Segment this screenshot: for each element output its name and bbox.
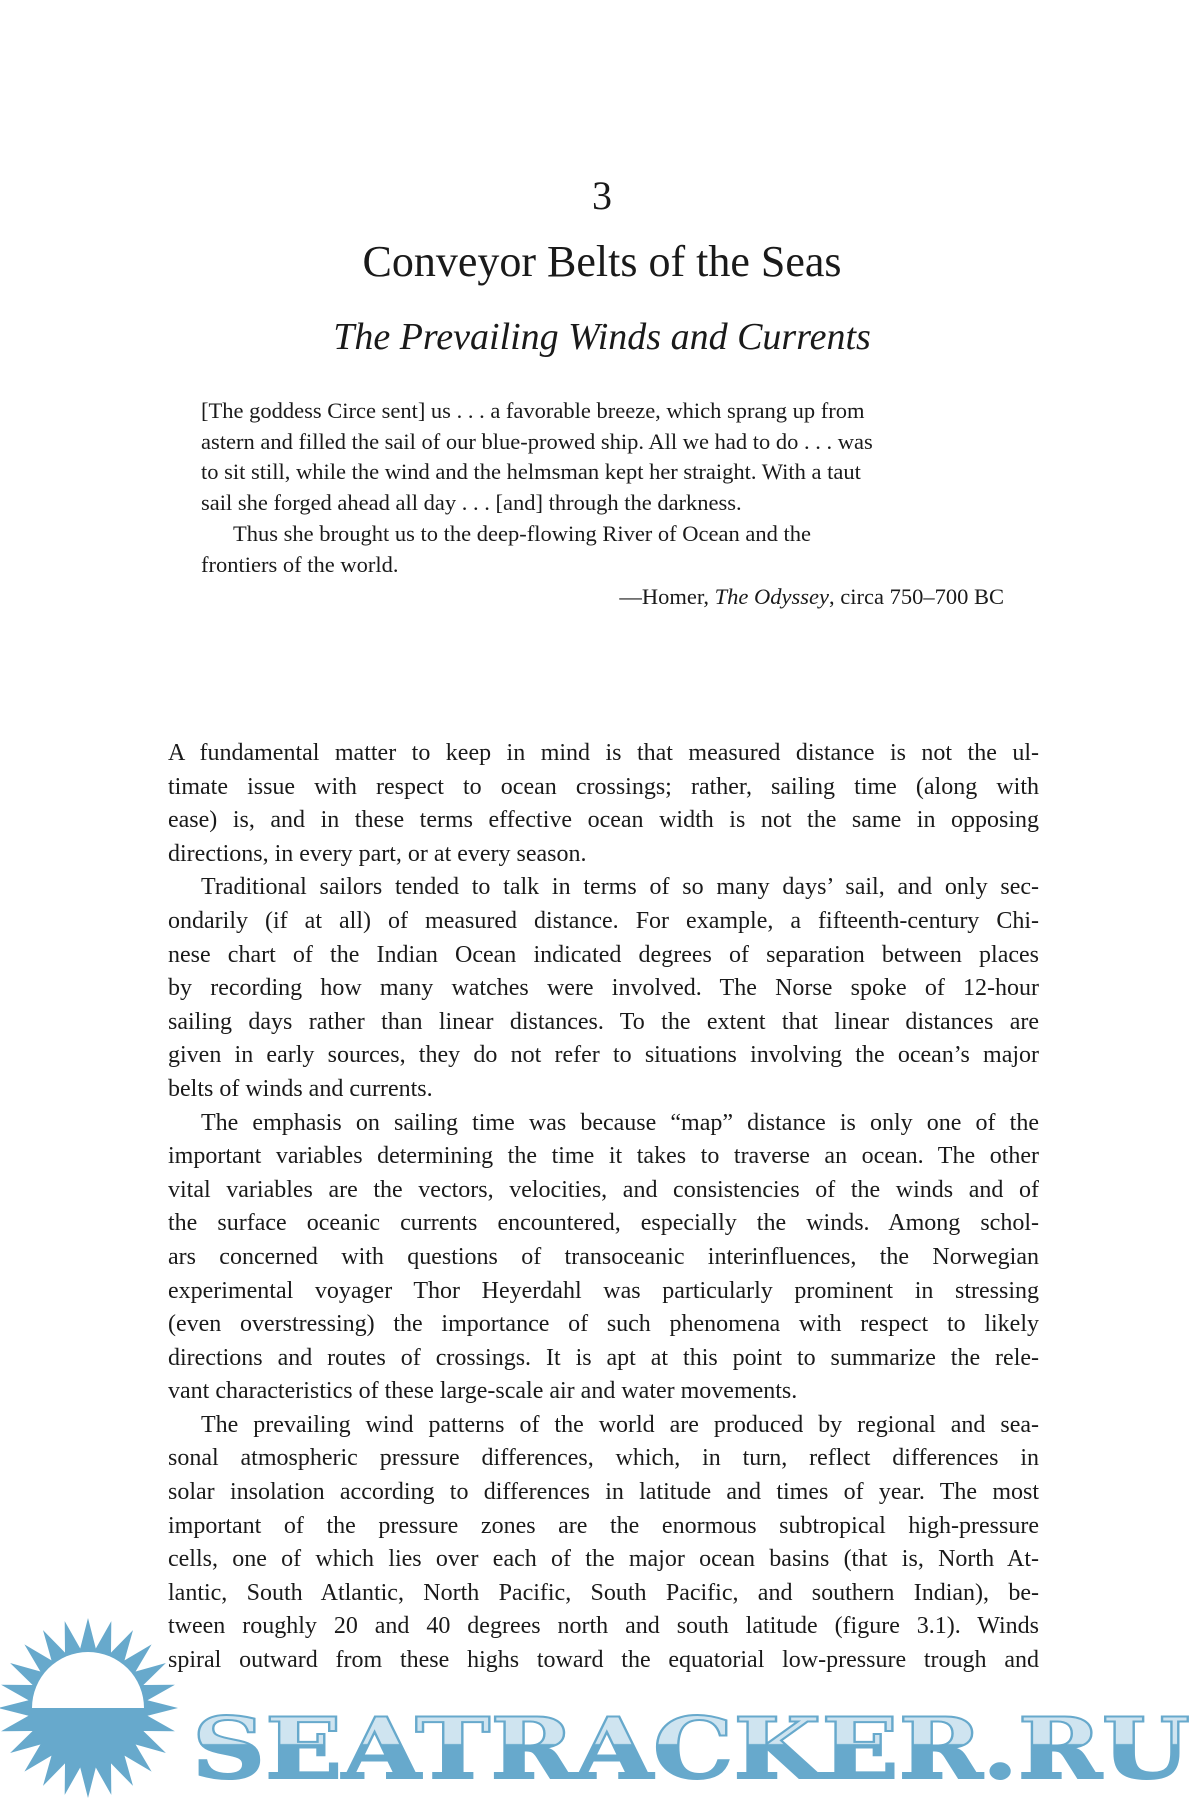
body-line: spiral outward from these highs toward the equatorial low-pressure trough and — [168, 1647, 1039, 1674]
body-line: A fundamental matter to keep in mind is that measured distance is not the ul- — [168, 740, 1039, 766]
epigraph-attribution — [619, 582, 1004, 612]
epigraph-line: frontiers of the world. — [201, 551, 399, 577]
epigraph-line: to sit still, while the wind and the helmsman kept her straight. With a taut — [201, 459, 861, 485]
body-line: The emphasis on sailing time was because “map” distance is only one of the — [201, 1109, 1039, 1136]
body-line: ars concerned with questions of transoceanic interinfluences, the Norwegian — [168, 1243, 1039, 1270]
body-line: (even overstressing) the importance of such phenomena with respect to likely — [168, 1311, 1039, 1338]
epigraph — [201, 396, 1001, 580]
body-line: important of the pressure zones are the enormous subtropical high-pressure — [168, 1512, 1039, 1539]
body-line: belts of winds and currents. — [168, 1075, 433, 1102]
epigraph-line: [The goddess Circe sent] us . . . a favorable breeze, which sprang up from — [201, 398, 865, 423]
watermark — [0, 1690, 1200, 1800]
attribution-date: , circa 750–700 BC — [829, 584, 1004, 609]
body-line: Traditional sailors tended to talk in terms of so many days’ sail, and only sec- — [201, 874, 1039, 901]
attribution-author: —Homer, — [619, 584, 715, 609]
body-line: by recording how many watches were involved. The Norse spoke of 12-hour — [168, 975, 1039, 1002]
attribution-work: The Odyssey — [714, 584, 830, 609]
body-line: given in early sources, they do not refer to situations involving the ocean’s major — [168, 1042, 1039, 1069]
body-line: timate issue with respect to ocean crossings; rather, sailing time (along with — [168, 773, 1039, 800]
epigraph-line: sail she forged ahead all day . . . [and] through the darkness. — [201, 490, 742, 516]
epigraph-line: astern and filled the sail of our blue-prowed ship. All we had to do . . . was — [201, 428, 873, 454]
body-line: important variables determining the time it takes to traverse an ocean. The other — [168, 1143, 1039, 1170]
body-line: directions, in every part, or at every season. — [168, 840, 587, 867]
body-line: solar insolation according to differences in latitude and times of year. The most — [168, 1479, 1039, 1506]
chapter-number: 3 — [592, 173, 612, 218]
body-line: ondarily (if at all) of measured distance. For example, a fifteenth-century Chi- — [168, 907, 1039, 934]
body-line: directions and routes of crossings. It is apt at this point to summarize the rele- — [168, 1344, 1039, 1371]
body-line: sonal atmospheric pressure differences, which, in turn, reflect differences in — [168, 1445, 1039, 1472]
chapter-title: Conveyor Belts of the Seas — [362, 237, 842, 286]
body-line: vital variables are the vectors, velocities, and consistencies of the winds and of — [168, 1176, 1039, 1203]
body-line: experimental voyager Thor Heyerdahl was particularly prominent in stressing — [168, 1277, 1039, 1304]
body-line: ease) is, and in these terms effective ocean width is not the same in opposing — [168, 807, 1039, 834]
body-line: lantic, South Atlantic, North Pacific, South Pacific, and southern Indian), be- — [168, 1579, 1039, 1606]
chapter-subtitle: The Prevailing Winds and Currents — [333, 316, 871, 358]
body-line: cells, one of which lies over each of the major ocean basins (that is, North At- — [168, 1546, 1039, 1573]
body-line: The prevailing wind patterns of the world are produced by regional and sea- — [201, 1411, 1039, 1438]
body-text — [168, 737, 1039, 1678]
watermark-text: SEATRACKER.RU — [192, 1699, 1190, 1798]
epigraph-line: Thus she brought us to the deep-flowing River of Ocean and the — [233, 520, 811, 546]
body-line: nese chart of the Indian Ocean indicated degrees of separation between places — [168, 941, 1039, 968]
body-line: sailing days rather than linear distances. To the extent that linear distances are — [168, 1008, 1039, 1035]
body-line: vant characteristics of these large-scale air and water movements. — [168, 1378, 798, 1405]
body-line: tween roughly 20 and 40 degrees north and south latitude (figure 3.1). Winds — [168, 1613, 1039, 1640]
body-line: the surface oceanic currents encountered, especially the winds. Among schol- — [168, 1210, 1039, 1237]
